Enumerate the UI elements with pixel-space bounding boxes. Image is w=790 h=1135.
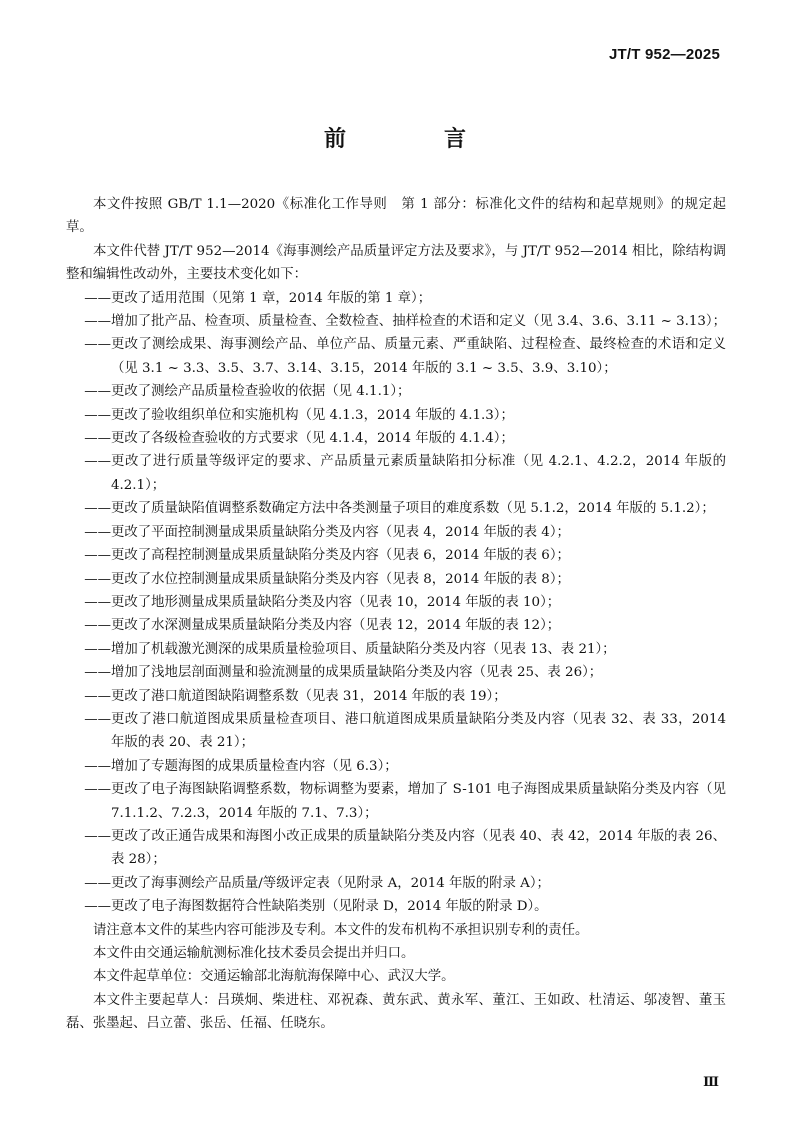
change-list-item: —— 增加了浅地层剖面测量和验流测量的成果质量缺陷分类及内容（见表 25、表 26）；	[84, 665, 603, 681]
change-list-item: —— 更改了港口航道图缺陷调整系数（见表 31，2014 年版的表 19）；	[84, 688, 507, 704]
change-list-item: —— 更改了电子海图数据符合性缺陷类别（见附录 D，2014 年版的附录 D）。	[84, 899, 548, 915]
change-list-item: —— 更改了各级检查验收的方式要求（见 4.1.4，2014 年版的 4.1.4）；	[84, 431, 514, 447]
change-list-item: —— 更改了地形测量成果质量缺陷分类及内容（见表 10，2014 年版的表 10）；	[84, 594, 561, 610]
change-list-item: —— 更改了测绘成果、海事测绘产品、单位产品、质量元素、严重缺陷、过程检查、最终检查的术语和定义（见 3.1 ~ 3.3、3.5、3.7、3.14、3.15，2014 年版的 3.1 ~ 3.5、3.9、3.10）；	[84, 337, 726, 376]
change-list-item: —— 更改了验收组织单位和实施机构（见 4.1.3，2014 年版的 4.1.3）；	[84, 407, 514, 423]
change-list-item: —— 更改了适用范围（见第 1 章，2014 年版的第 1 章）；	[84, 290, 432, 306]
change-list-item: —— 更改了改正通告成果和海图小改正成果的质量缺陷分类及内容（见表 40、表 42，2014 年版的表 26、表 28）；	[84, 828, 726, 868]
page-number: Ⅲ	[703, 1075, 718, 1090]
intro-paragraph: 本文件代替 JT/T 952—2014《海事测绘产品质量评定方法及要求》，与 JT/T 952—2014 相比，除结构调整和编辑性改动外，主要技术变化如下：	[66, 243, 726, 283]
change-list-item: —— 增加了批产品、检查项、质量检查、全数检查、抽样检查的术语和定义（见 3.4、3.6、3.11 ~ 3.13）；	[84, 314, 726, 330]
change-list-item: —— 更改了高程控制测量成果质量缺陷分类及内容（见表 6，2014 年版的表 6）；	[84, 548, 570, 564]
drafters-list: 本文件主要起草人：吕瑛炯、柴进柱、邓祝森、黄东武、黄永军、董江、王如政、杜清运、邬凌智、董玉磊、张墨起、吕立蕾、张岳、任福、任晓东。	[66, 992, 726, 1032]
change-list-item: —— 增加了机载激光测深的成果质量检验项目、质量缺陷分类及内容（见表 13、表 21）；	[84, 641, 616, 657]
change-list-item: —— 更改了质量缺陷值调整系数确定方法中各类测量子项目的难度系数（见 5.1.2，2014 年版的 5.1.2）；	[84, 501, 715, 517]
change-list-item: —— 更改了进行质量等级评定的要求、产品质量元素质量缺陷扣分标准（见 4.2.1、4.2.2，2014 年版的 4.2.1）；	[84, 454, 726, 493]
document-code: JT/T 952—2025	[609, 46, 720, 63]
change-list-item: —— 更改了水位控制测量成果质量缺陷分类及内容（见表 8，2014 年版的表 8）；	[84, 571, 570, 587]
change-list-item: —— 更改了海事测绘产品质量/等级评定表（见附录 A，2014 年版的附录 A）；	[84, 875, 550, 891]
change-list-item: —— 更改了电子海图缺陷调整系数，物标调整为要素，增加了 S-101 电子海图成果质量缺陷分类及内容（见 7.1.1.2、7.2.3，2014 年版的 7.1、7.3）；	[84, 782, 726, 821]
change-list-item: —— 更改了水深测量成果质量缺陷分类及内容（见表 12，2014 年版的表 12）；	[84, 618, 561, 634]
page-title: 前 言	[323, 127, 504, 152]
intro-paragraph: 本文件按照 GB/T 1.1—2020《标准化工作导则 第 1 部分：标准化文件的结构和起草规则》的规定起草。	[66, 197, 726, 236]
change-list-item: —— 更改了平面控制测量成果质量缺陷分类及内容（见表 4，2014 年版的表 4）；	[84, 524, 570, 540]
change-list-item: —— 增加了专题海图的成果质量检查内容（见 6.3）；	[84, 758, 398, 774]
drafting-units: 本文件起草单位：交通运输部北海航海保障中心、武汉大学。	[93, 969, 455, 985]
proposer-statement: 本文件由交通运输航测标准化技术委员会提出并归口。	[93, 946, 415, 961]
patent-notice: 请注意本文件的某些内容可能涉及专利。本文件的发布机构不承担识别专利的责任。	[93, 922, 589, 938]
change-list-item: —— 更改了测绘产品质量检查验收的依据（见 4.1.1）；	[84, 384, 411, 400]
change-list-item: —— 更改了港口航道图成果质量检查项目、港口航道图成果质量缺陷分类及内容（见表 32、表 33，2014 年版的表 20、表 21）；	[84, 711, 726, 751]
foreword-body	[66, 193, 726, 1036]
